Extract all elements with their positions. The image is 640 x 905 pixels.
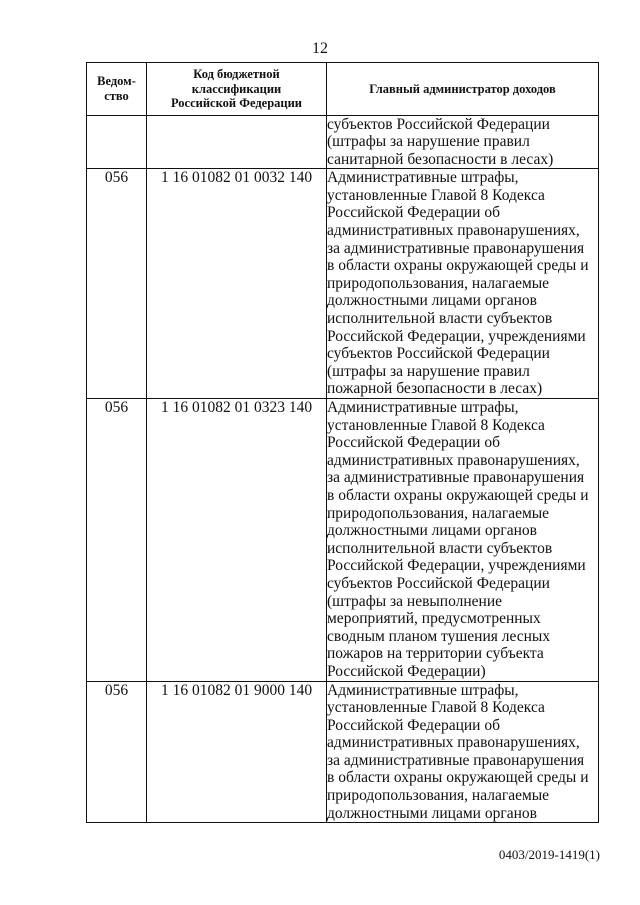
table-header-row — [87, 63, 599, 116]
budget-code-cell: 1 16 01082 01 0323 140 — [147, 399, 327, 682]
description-line: Российской Федерации об — [327, 204, 500, 222]
description-line: исполнительной власти субъектов — [327, 539, 553, 557]
header-code-line: Код бюджетной — [193, 67, 280, 81]
header-budget-code — [147, 63, 327, 116]
department-code-cell — [87, 115, 147, 169]
description-line: Административные штрафы, — [327, 681, 519, 699]
description-line: Российской Федерации об — [327, 434, 500, 452]
header-department-line: ство — [104, 88, 129, 103]
description-line: должностными лицами органов — [327, 804, 537, 822]
table-body — [87, 115, 599, 823]
department-code-cell: 056 — [87, 399, 147, 682]
description-line: сводным планом тушения лесных — [327, 627, 551, 645]
description-line: (штрафы за нарушение правил — [327, 362, 530, 380]
description-line: должностными лицами органов — [327, 522, 537, 540]
description-line: Административные штрафы, — [327, 169, 519, 187]
description-line: должностными лицами органов — [327, 292, 537, 310]
description-line: субъектов Российской Федерации — [327, 574, 550, 592]
description-line: установленные Главой 8 Кодекса — [327, 416, 545, 434]
page-number: 12 — [312, 40, 328, 57]
description-line: Российской Федерации, учреждениями — [327, 327, 586, 345]
description-line: за административные правонарушения — [327, 469, 585, 487]
document-reference: 0403/2019-1419(1) — [498, 847, 600, 862]
description-line: Административные штрафы, — [327, 399, 519, 416]
description-line: Российской Федерации, учреждениями — [327, 557, 586, 575]
description-line: пожаров на территории субъекта — [327, 645, 544, 663]
budget-classification-table — [86, 62, 599, 823]
administrator-description-cell — [327, 169, 599, 399]
description-line: (штрафы за нарушение правил — [327, 133, 530, 151]
header-administrator: Главный администратор доходов — [327, 63, 599, 116]
description-line: административных правонарушениях, — [327, 451, 580, 469]
description-line: в области охраны окружающей среды и — [327, 257, 589, 275]
description-line: субъектов Российской Федерации — [327, 345, 550, 363]
description-line: в области охраны окружающей среды и — [327, 486, 589, 504]
budget-code-cell: 1 16 01082 01 0032 140 — [147, 169, 327, 399]
budget-code-cell: 1 16 01082 01 9000 140 — [147, 681, 327, 823]
description-line: природопользования, налагаемые — [327, 274, 550, 292]
description-line: мероприятий, предусмотренных — [327, 610, 541, 628]
table-row — [87, 399, 599, 682]
description-line: Российской Федерации) — [327, 662, 486, 680]
description-line: установленные Главой 8 Кодекса — [327, 699, 545, 717]
description-line: пожарной безопасности в лесах) — [327, 380, 543, 398]
description-line: субъектов Российской Федерации — [327, 115, 550, 133]
description-line: (штрафы за невыполнение — [327, 592, 503, 610]
administrator-description-cell — [327, 681, 599, 823]
description-line: за административные правонарушения — [327, 239, 585, 257]
description-line: исполнительной власти субъектов — [327, 310, 553, 328]
description-line: административных правонарушениях, — [327, 222, 580, 240]
description-line: установленные Главой 8 Кодекса — [327, 186, 545, 204]
description-line: санитарной безопасности в лесах) — [327, 150, 554, 168]
administrator-description-cell — [327, 399, 599, 682]
department-code-cell: 056 — [87, 681, 147, 823]
table-row — [87, 681, 599, 823]
budget-code-cell — [147, 115, 327, 169]
header-code-line: классификации — [191, 81, 282, 96]
table-row — [87, 169, 599, 399]
department-code-cell: 056 — [87, 169, 147, 399]
description-line: за административные правонарушения — [327, 751, 585, 769]
table-row — [87, 115, 599, 169]
description-line: природопользования, налагаемые — [327, 787, 550, 805]
header-department-line: Ведом- — [97, 74, 136, 89]
header-code-line: Российской Федерации — [170, 96, 303, 110]
description-line: природопользования, налагаемые — [327, 504, 550, 522]
description-line: Российской Федерации об — [327, 716, 500, 734]
header-department — [87, 63, 147, 116]
description-line: административных правонарушениях, — [327, 734, 580, 752]
description-line: в области охраны окружающей среды и — [327, 769, 589, 787]
administrator-description-cell — [327, 115, 599, 169]
